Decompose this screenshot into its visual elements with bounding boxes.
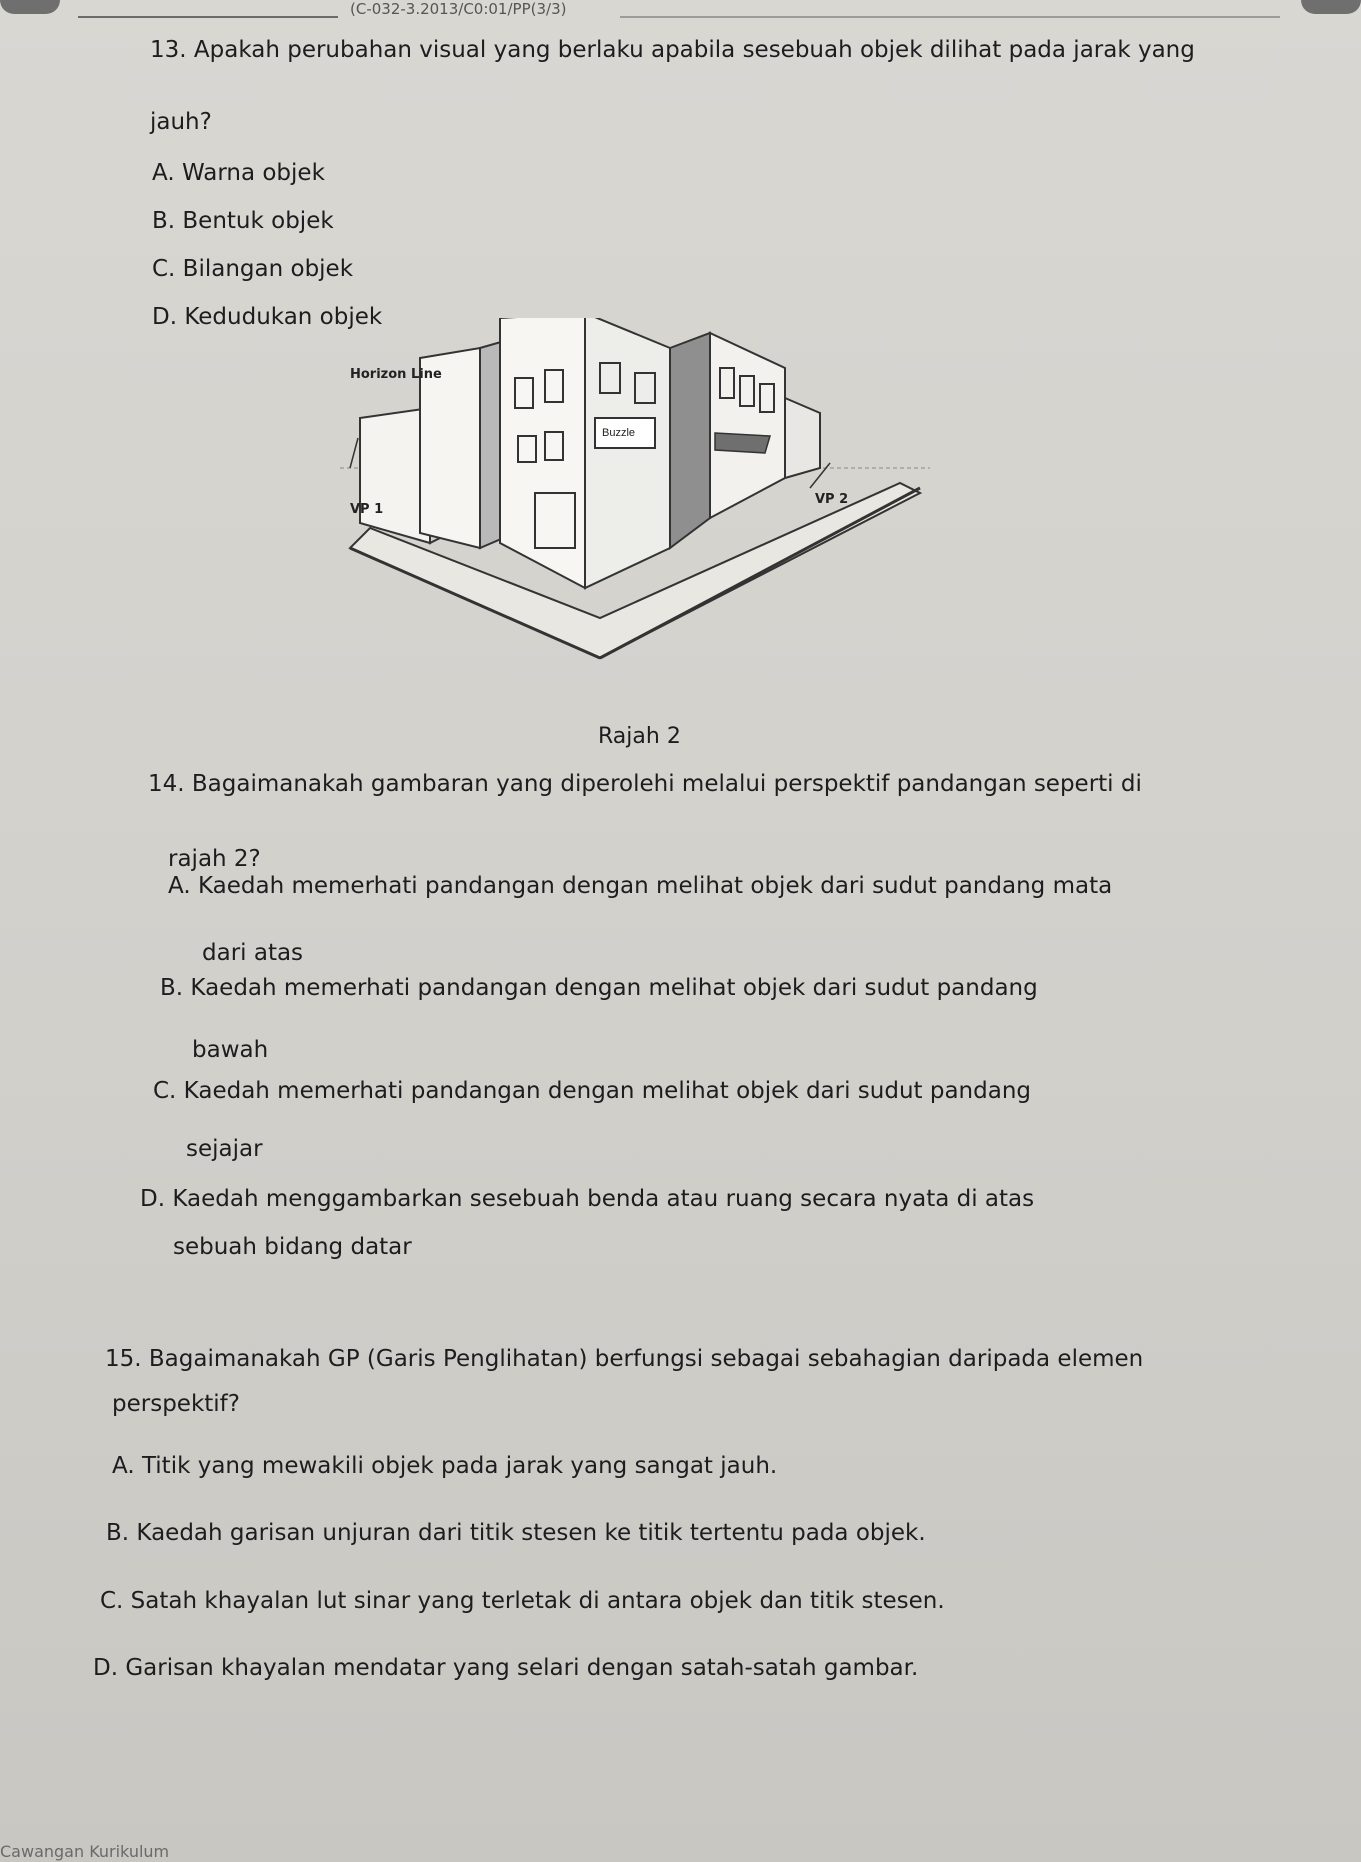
q15-option-b: B. Kaedah garisan unjuran dari titik stesen ke titik tertentu pada objek. [106, 1520, 926, 1546]
q13-line1: 13. Apakah perubahan visual yang berlaku apabila sesebuah objek dilihat pada jarak yang [150, 37, 1195, 63]
q14-option-c-line2: sejajar [186, 1136, 263, 1162]
perspective-building-figure [340, 318, 940, 678]
q15-option-d: D. Garisan khayalan mendatar yang selari dengan satah-satah gambar. [93, 1655, 919, 1681]
q14-line2: rajah 2? [168, 846, 261, 872]
footer-text: Cawangan Kurikulum [0, 1842, 170, 1861]
vp2-label: VP 2 [815, 492, 849, 507]
header-rule-left [78, 16, 338, 18]
shop-sign-text: Buzzle [602, 427, 636, 439]
page-corner-left [0, 0, 60, 14]
q14-option-b-line2: bawah [192, 1037, 269, 1063]
q14-line1: 14. Bagaimanakah gambaran yang diperolehi melalui perspektif pandangan seperti di [148, 771, 1142, 797]
q14-option-c-line1: C. Kaedah memerhati pandangan dengan melihat objek dari sudut pandang [153, 1078, 1032, 1104]
q15-option-c: C. Satah khayalan lut sinar yang terletak di antara objek dan titik stesen. [100, 1588, 945, 1614]
q14-option-d-line1: D. Kaedah menggambarkan sesebuah benda atau ruang secara nyata di atas [140, 1186, 1035, 1212]
q13-option-d: D. Kedudukan objek [152, 304, 383, 330]
header-rule-right [620, 16, 1280, 18]
q15-line2: perspektif? [112, 1391, 240, 1417]
q15-line1: 15. Bagaimanakah GP (Garis Penglihatan) berfungsi sebagai sebahagian daripada elemen [105, 1346, 1144, 1372]
q14-option-b-line1: B. Kaedah memerhati pandangan dengan melihat objek dari sudut pandang [160, 975, 1038, 1001]
horizon-line-label: Horizon Line [350, 367, 442, 382]
figure-caption: Rajah 2 [598, 724, 681, 749]
q14-option-a-line1: A. Kaedah memerhati pandangan dengan melihat objek dari sudut pandang mata [168, 873, 1113, 899]
q13-option-c: C. Bilangan objek [152, 256, 354, 282]
vp1-label: VP 1 [350, 502, 384, 517]
q15-option-a: A. Titik yang mewakili objek pada jarak yang sangat jauh. [112, 1453, 778, 1479]
page-corner-right [1301, 0, 1361, 14]
q13-line2: jauh? [150, 109, 212, 135]
q14-option-d-line2: sebuah bidang datar [173, 1234, 412, 1260]
q13-option-b: B. Bentuk objek [152, 208, 334, 234]
q14-option-a-line2: dari atas [202, 940, 304, 966]
header-code: (C-032-3.2013/C0:01/PP(3/3) [350, 0, 567, 18]
q13-option-a: A. Warna objek [152, 160, 325, 186]
